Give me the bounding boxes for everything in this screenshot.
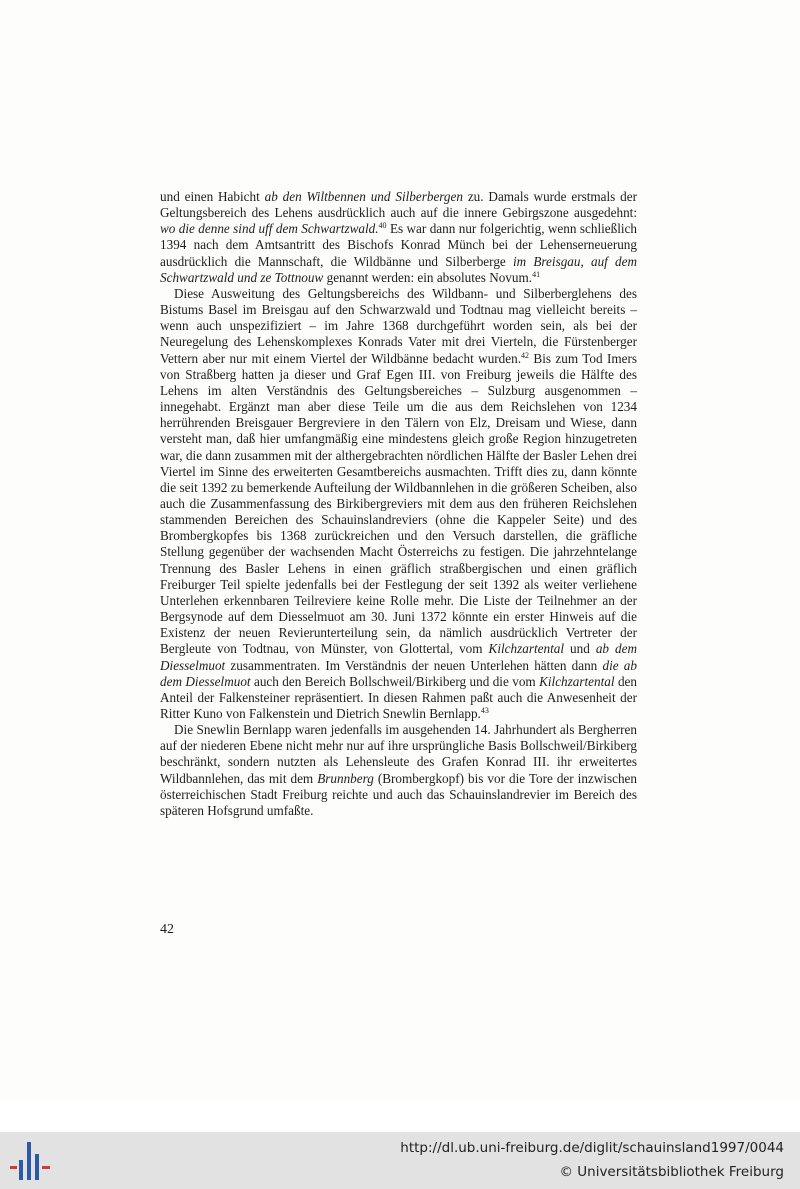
copyright-text: © Universitätsbibliothek Freiburg [559,1164,784,1180]
page-number: 42 [160,922,174,937]
italic-quote: die ab dem Diesselmuot [160,657,637,689]
text-run: (Brombergkopf) bis vor die Tore der inzwischen österreichischen Stadt Freiburg reichte und auch das Schauinslandrevier im Bereich des späteren Hofsgrund umfaßte. [160,770,637,818]
text-run: zusammentraten. Im Verständnis der neuen Unterlehen hätten dann [225,657,603,673]
paragraph [160,189,637,286]
italic-quote: ab den Wiltbennen und Silberbergen [264,189,463,204]
footnote-reference: 40 [378,221,387,231]
ub-freiburg-logo-icon [8,1140,52,1182]
italic-quote: im Breisgau, auf dem Schwartzwald und ze Tottnouw [160,253,637,285]
italic-quote: wo die denne sind uff dem Schwartzwald. [160,221,379,237]
viewer-footer [0,1132,800,1189]
text-run: Die Snewlin Bernlapp waren jedenfalls im ausgehenden 14. Jahrhundert als Bergherren auf der niederen Ebene nicht mehr nur auf ihre ursprüngliche Basis Bollschweil/Birkiberg beschränkt, sondern nutzten als Lehensleute des Grafen Konrad III. ihr erweitertes Wildbannlehen, das mit dem [160,722,637,786]
permalink-link[interactable]: http://dl.ub.uni-freiburg.de/diglit/schauinsland1997/0044 [400,1140,784,1156]
paragraph [160,286,637,722]
italic-quote: Brunnberg [317,770,374,786]
italic-quote: Kilchzartental [539,673,615,689]
footnote-reference: 41 [532,269,541,279]
paragraph [160,722,637,819]
footnote-reference: 43 [480,706,489,715]
body-text [160,189,637,819]
text-run: genannt werden: ein absolutes Novum. [323,269,533,285]
text-run: Bis zum Tod Imers von Straßberg hatten ja dieser und Graf Egen III. von Freiburg jeweils die Hälfte des Lehens im alten Verständnis des Geltungsbereiches – Sulzburg ausgenommen – innegehabt. Ergänzt man aber diese Teile um die aus dem Reichslehen von 1234 herrührenden Breisgauer Bergreviere in den Tälern von Elz, Dreisam und Wiese, dann versteht man, daß hier umfangmäßig eine mindestens gleich große Region hinzugetreten war, die dann zusammen mit der althergebrachten nördlichen Hälfte der Basler Lehen drei Viertel im Sinne des erweiterten Gesamtbereichs ausmachten. Trifft dies zu, dann könnte die seit 1392 zu bemerkende Aufteilung der Wildbannlehen in die größeren Scheiben, also auch die Zusammenfassung des Birkibergreviers mit dem aus den früheren Reichslehen stammenden Bereichen des Schauinslandreviers (ohne die Kappeler Seite) und des Brombergkopfes bis 1368 zurückreichen und den Versuch darstellen, die gräfliche Stellung gegenüber der wachsenden Macht Österreichs zu festigen. Die jahrzehntelange Trennung des Basler Lehens in einen gräflich straßbergischen und einen gräflich Freiburger Teil spielte jedenfalls bei der Festlegung der seit 1392 als weiter verliehene Unterlehen erkennbaren Teilreviere keine Rolle mehr. Die Liste der Teilnehmer an der Bergsynode auf dem Diesselmuot am 30. Juni 1372 könnte ein erster Hinweis auf die Existenz der neuen Revierunterteilung sein, da nämlich ausdrücklich Vertreter der Bergleute von Todtnau, von Münster, von Glottertal, vom [160,350,637,657]
text-run: und einen Habicht [160,189,265,204]
text-run: Es war dann nur folgerichtig, wenn schließlich 1394 nach dem Amtsantritt des Bischofs Konrad Münch bei der Lehenserneuerung ausdrücklich die Mannschaft, die Wildbänne und Silberberge [160,221,637,269]
text-run: den Anteil der Falkensteiner repräsentiert. In diesen Rahmen paßt auch die Anwesenheit der Ritter Kuno von Falkenstein und Dietrich Snewlin Bernlapp. [160,673,637,721]
italic-quote: Kilchzartental [488,641,565,657]
text-run: Diese Ausweitung des Geltungsbereichs des Wildbann- und Silberberglehens des Bistums Basel im Breisgau auf den Schwarzwald und Todtnau mag vielleicht bereits – wenn auch unspezifiziert – im Jahre 1368 durchgeführt worden sein, als bei der Neuregelung des Lehenskomplexes Konrads Vater mit drei Vierteln, die Fürstenberger Vettern aber nur mit einem Viertel der Wildbänne bedacht wurden. [160,285,637,366]
text-run: zu. Damals wurde erstmals der Geltungsbereich des Lehens ausdrücklich auch auf die innere Gebirgszone ausgedehnt: [160,189,637,221]
italic-quote: ab dem Diesselmuot [160,641,637,673]
text-run: auch den Bereich Bollschweil/Birkiberg und die vom [250,673,540,689]
text-run: und [564,641,596,657]
footnote-reference: 42 [521,350,530,360]
